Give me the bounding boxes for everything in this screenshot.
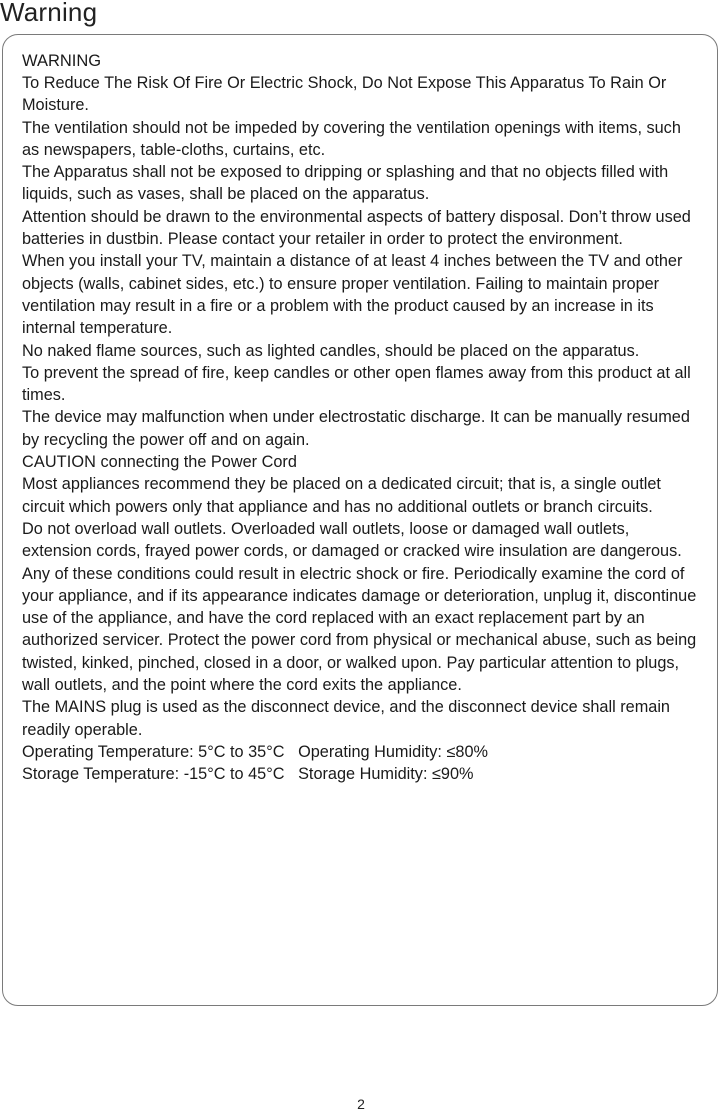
- operating-specs: Operating Temperature: 5°C to 35°C Operating Humidity: ≤80%: [22, 742, 488, 761]
- caution-paragraph: Do not overload wall outlets. Overloaded wall outlets, loose or damaged wall outlets, extension cords, frayed power cords, or damaged or cracked wire insulation are dangerous. Any of these conditions could result in electric shock or fire. Periodically examine the cord of your appliance, and if its appearance indicates damage or deterioration, unplug it, discontinue use of the appliance, and have the cord replaced with an exact replacement part by an authorized servicer. Protect the power cord from physical or mechanical abuse, such as being twisted, kinked, pinched, closed in a door, or walked upon. Pay particular attention to plugs, wall outlets, and the point where the cord exits the appliance.: [22, 519, 697, 695]
- caution-paragraph: Most appliances recommend they be placed on a dedicated circuit; that is, a single outlet circuit which powers only that appliance and has no additional outlets or branch circuits.: [22, 475, 661, 516]
- warning-paragraph: No naked flame sources, such as lighted candles, should be placed on the apparatus.: [22, 341, 640, 360]
- warning-paragraph: To prevent the spread of fire, keep candles or other open flames away from this product at all times.: [22, 363, 691, 405]
- warning-paragraph: To Reduce The Risk Of Fire Or Electric Shock, Do Not Expose This Apparatus To Rain Or Moisture.: [22, 74, 667, 115]
- page-heading: Warning: [0, 0, 98, 27]
- page-number: 2: [357, 1096, 365, 1112]
- warning-paragraph: The Apparatus shall not be exposed to dripping or splashing and that no objects filled with liquids, such as vases, shall be placed on the apparatus.: [22, 163, 669, 204]
- warning-paragraph: The device may malfunction when under electrostatic discharge. It can be manually resumed by recycling the power off and on again.: [22, 408, 690, 449]
- warning-paragraph: The ventilation should not be impeded by covering the ventilation openings with items, such as newspapers, table-cloths, curtains, etc.: [22, 118, 681, 159]
- caution-label: CAUTION: [22, 453, 96, 472]
- caution-title: [22, 451, 702, 473]
- caution-title-rest: connecting the Power Cord: [95, 453, 297, 472]
- warning-paragraph: Attention should be drawn to the environmental aspects of battery disposal. Don’t throw used batteries in dustbin. Please contact your retailer in order to protect the environment.: [22, 207, 691, 249]
- storage-specs: Storage Temperature: -15°C to 45°C Storage Humidity: ≤90%: [22, 765, 474, 784]
- warning-title: WARNING: [22, 52, 102, 70]
- warning-paragraph: When you install your TV, maintain a distance of at least 4 inches between the TV and other objects (walls, cabinet sides, etc.) to ensure proper ventilation. Failing to maintain proper ventilation may result in a fire or a problem with the product caused by an increase in its internal temperature.: [22, 252, 683, 338]
- caution-paragraph: The MAINS plug is used as the disconnect device, and the disconnect device shall remain readily operable.: [22, 698, 670, 739]
- panel-content: [22, 50, 702, 786]
